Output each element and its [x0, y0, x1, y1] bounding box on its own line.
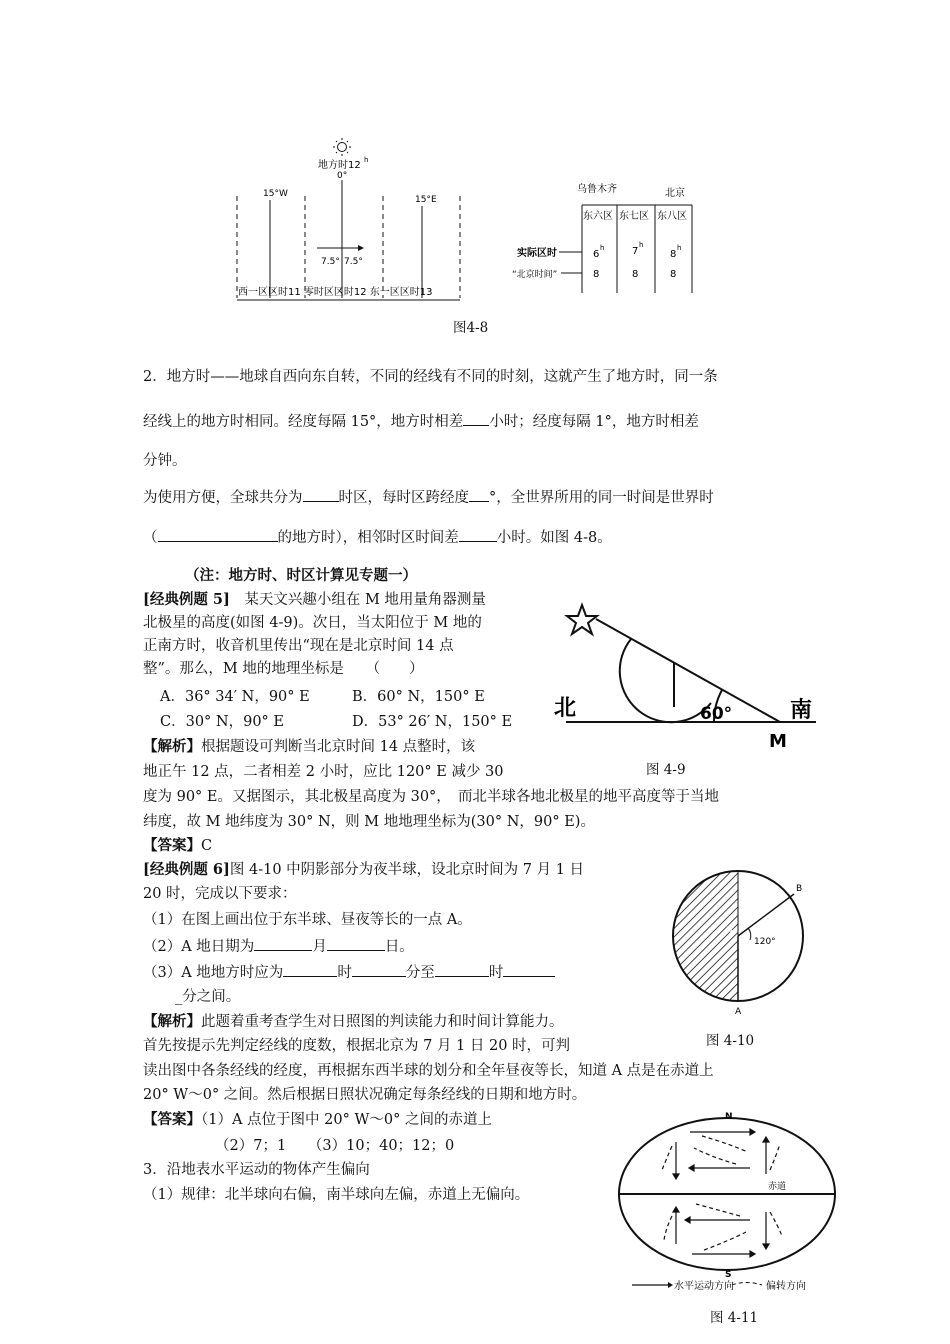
svg-text:15°E: 15°E: [415, 195, 437, 205]
figure-4-8: [225, 138, 705, 304]
deflection-diagram: [614, 1108, 846, 1296]
section-3-title: 3．沿地表水平运动的物体产生偏向: [143, 1162, 370, 1178]
figure-4-9: [548, 595, 820, 750]
option-d: D．53° 26′ N，150° E: [352, 714, 513, 730]
answer: 【答案】（1）A 点位于图中 20° W～0° 之间的赤道上: [143, 1111, 492, 1128]
svg-text:偏转方向: 偏转方向: [766, 1281, 806, 1292]
option-c: C．30° N，90° E: [160, 714, 284, 730]
answer: 【答案】C: [143, 837, 213, 854]
svg-text:“北京时间”: “北京时间”: [512, 270, 558, 280]
figure-4-11: [614, 1108, 846, 1296]
svg-text:8: 8: [670, 249, 677, 260]
time-zone-diagram: [225, 138, 705, 304]
svg-text:7: 7: [632, 246, 639, 257]
svg-text:东八区: 东八区: [657, 211, 687, 222]
day-night-circle: [668, 866, 820, 1018]
svg-text:6: 6: [593, 249, 600, 260]
svg-text:实际区时: 实际区时: [517, 248, 557, 259]
svg-text:8: 8: [632, 269, 639, 280]
option-b: B．60° N，150° E: [352, 689, 485, 705]
svg-text:东七区: 东七区: [619, 211, 649, 222]
local-time-label: 地方时12: [318, 160, 361, 171]
svg-text:南: 南: [790, 698, 813, 723]
svg-text:60°: 60°: [700, 704, 733, 724]
svg-text:水平运动方向: 水平运动方向: [674, 1281, 734, 1292]
svg-text:S: S: [725, 1270, 732, 1280]
svg-text:120°: 120°: [754, 937, 776, 947]
section-3-rule: （1）规律：北半球向右偏，南半球向左偏，赤道上无偏向。: [143, 1187, 530, 1203]
zero-meridian-label: 0°: [337, 171, 348, 181]
note: （注：地方时、时区计算见专题一）: [185, 567, 417, 584]
svg-text:h: h: [639, 241, 644, 249]
polaris-angle-diagram: [548, 595, 820, 750]
svg-text:M: M: [769, 731, 787, 750]
figure-4-11-caption: 图 4-11: [710, 1310, 759, 1326]
svg-text:N: N: [725, 1112, 733, 1122]
svg-text:B: B: [796, 884, 803, 894]
svg-text:8: 8: [593, 269, 600, 280]
sun-icon: [333, 138, 351, 156]
svg-text:8: 8: [670, 269, 677, 280]
svg-text:北: 北: [554, 696, 577, 721]
svg-text:赤道: 赤道: [768, 1182, 787, 1192]
figure-4-10: [668, 866, 820, 1018]
star-icon: [567, 605, 597, 634]
svg-text:15°W: 15°W: [263, 189, 288, 199]
svg-text:东六区: 东六区: [583, 211, 613, 222]
svg-text:乌鲁木齐: 乌鲁木齐: [577, 184, 617, 195]
example-5-question: [经典例题 5] 某天文兴趣小组在 M 地用量角器测量: [143, 591, 486, 608]
paragraph: 2．地方时——地球自西向东自转，不同的经线有不同的时刻，这就产生了地方时，同一条: [143, 369, 718, 385]
paragraph: 分钟。: [143, 453, 187, 469]
svg-text:7.5°: 7.5°: [344, 257, 363, 267]
paragraph: （ 的地方时），相邻时区时间差 小时。如图 4-8。: [143, 527, 612, 548]
paragraph: 经线上的地方时相同。经度每隔 15°，地方时相差 小时；经度每隔 1°，地方时相差: [143, 411, 699, 432]
figure-4-9-caption: 图 4-9: [646, 762, 686, 778]
svg-text:7.5°: 7.5°: [321, 257, 340, 267]
zone-bar-label: 西一区区时11 零时区区时12 东一区区时13: [238, 287, 433, 298]
figure-4-8-caption: 图4-8: [453, 320, 489, 336]
example-6-question: [经典例题 6]图 4-10 中阴影部分为夜半球，设北京时间为 7 月 1 日: [143, 861, 585, 878]
svg-text:A: A: [735, 1007, 742, 1017]
svg-text:h: h: [677, 244, 682, 252]
svg-text:北京: 北京: [665, 188, 685, 199]
svg-text:h: h: [364, 156, 369, 164]
paragraph: 为使用方便，全球共分为 时区，每时区跨经度 °，全世界所用的同一时间是世界时: [143, 487, 714, 508]
svg-text:N: N: [726, 926, 733, 936]
option-a: A．36° 34′ N，90° E: [160, 689, 310, 705]
figure-4-10-caption: 图 4-10: [706, 1033, 755, 1049]
svg-text:h: h: [600, 244, 605, 252]
